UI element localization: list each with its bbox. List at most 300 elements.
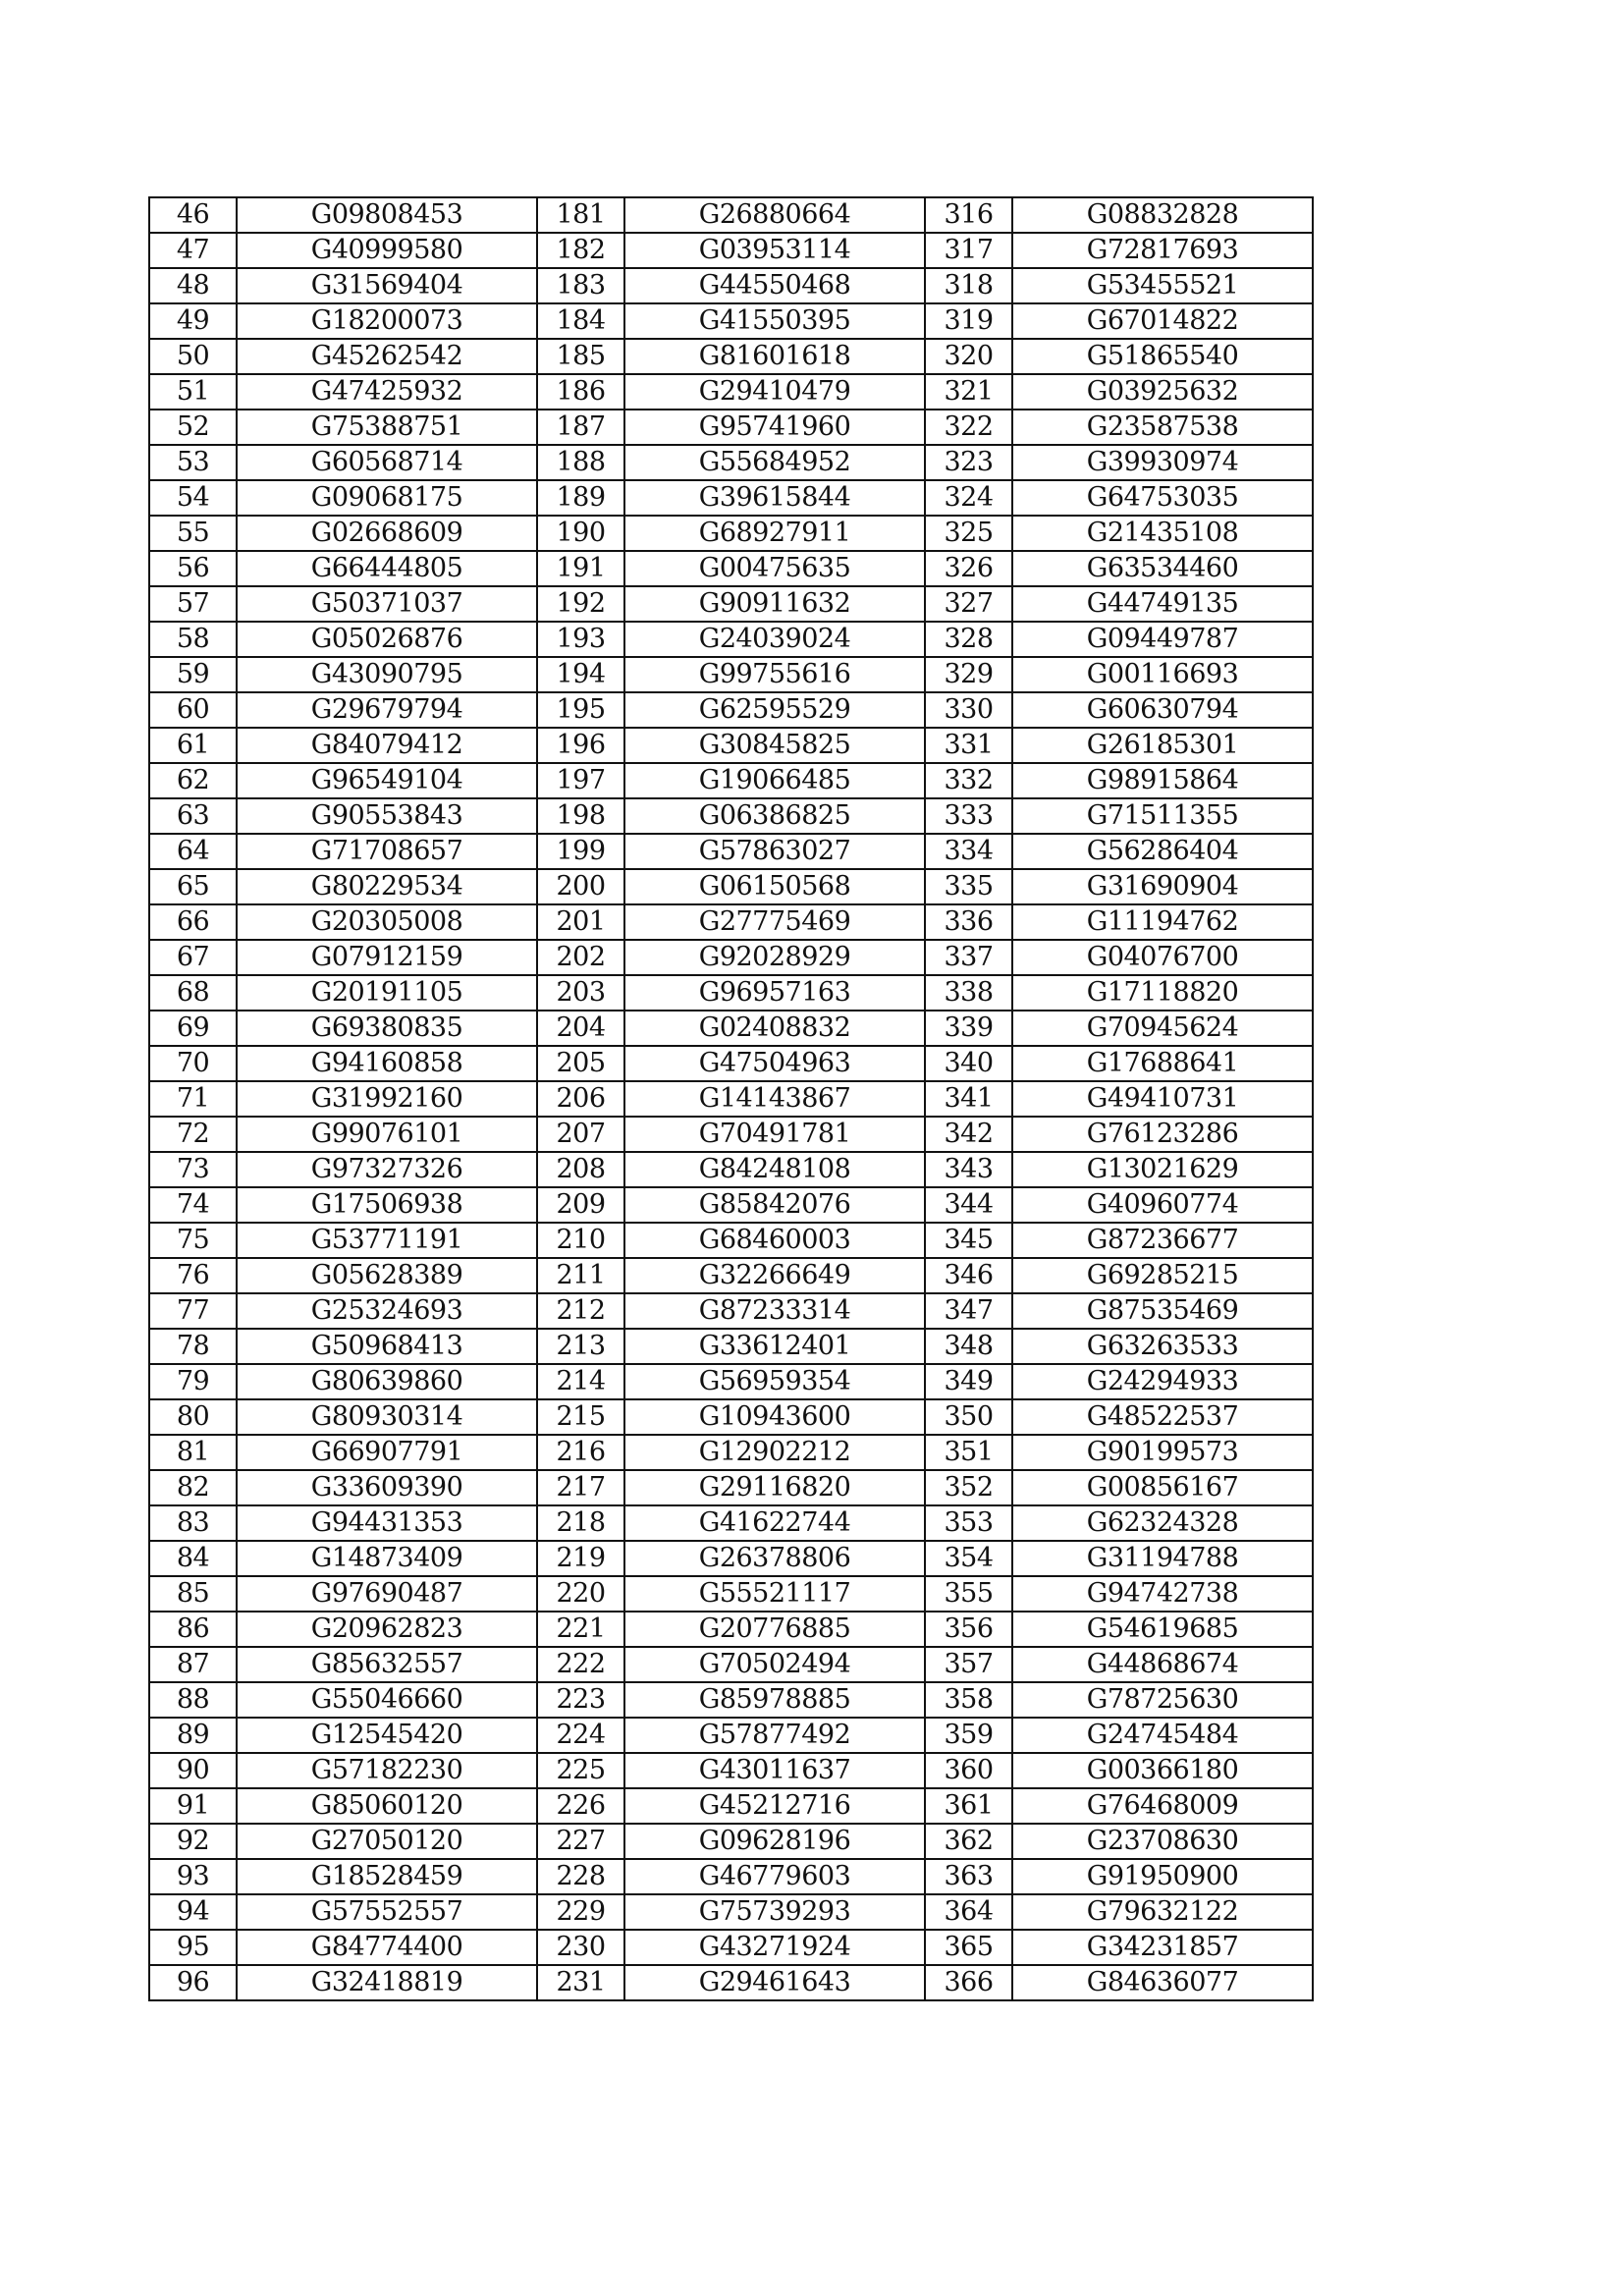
serial-number-cell: 69 — [149, 1011, 237, 1046]
candidate-id-cell: G32266649 — [624, 1258, 925, 1293]
serial-number-cell: 229 — [537, 1894, 624, 1930]
serial-number-cell: 185 — [537, 339, 624, 374]
serial-number-cell: 183 — [537, 268, 624, 303]
candidate-id-cell: G96957163 — [624, 975, 925, 1011]
candidate-id-cell: G07912159 — [237, 940, 537, 975]
table-row — [149, 1541, 1313, 1576]
candidate-id-cell: G10943600 — [624, 1399, 925, 1435]
candidate-id-cell: G45262542 — [237, 339, 537, 374]
candidate-id-cell: G96549104 — [237, 763, 537, 798]
serial-number-cell: 193 — [537, 622, 624, 657]
candidate-id-cell: G84248108 — [624, 1152, 925, 1187]
candidate-id-cell: G67014822 — [1012, 303, 1313, 339]
serial-number-cell: 218 — [537, 1505, 624, 1541]
candidate-id-cell: G08832828 — [1012, 197, 1313, 233]
serial-number-cell: 61 — [149, 728, 237, 763]
serial-number-cell: 227 — [537, 1824, 624, 1859]
candidate-id-cell: G41622744 — [624, 1505, 925, 1541]
serial-number-cell: 359 — [925, 1718, 1012, 1753]
serial-number-cell: 82 — [149, 1470, 237, 1505]
table-row — [149, 1011, 1313, 1046]
serial-number-cell: 339 — [925, 1011, 1012, 1046]
serial-number-cell: 349 — [925, 1364, 1012, 1399]
candidate-id-cell: G31569404 — [237, 268, 537, 303]
candidate-id-cell: G53455521 — [1012, 268, 1313, 303]
serial-number-cell: 196 — [537, 728, 624, 763]
candidate-id-cell: G29116820 — [624, 1470, 925, 1505]
serial-number-cell: 53 — [149, 445, 237, 480]
serial-number-cell: 91 — [149, 1788, 237, 1824]
serial-number-cell: 58 — [149, 622, 237, 657]
serial-number-cell: 210 — [537, 1223, 624, 1258]
candidate-id-cell: G40999580 — [237, 233, 537, 268]
candidate-id-cell: G02668609 — [237, 516, 537, 551]
candidate-id-cell: G76468009 — [1012, 1788, 1313, 1824]
candidate-id-cell: G94742738 — [1012, 1576, 1313, 1612]
serial-number-cell: 197 — [537, 763, 624, 798]
candidate-id-cell: G47425932 — [237, 374, 537, 410]
candidate-id-cell: G17506938 — [237, 1187, 537, 1223]
serial-number-cell: 215 — [537, 1399, 624, 1435]
candidate-id-cell: G97327326 — [237, 1152, 537, 1187]
serial-number-cell: 72 — [149, 1117, 237, 1152]
candidate-id-cell: G50371037 — [237, 586, 537, 622]
table-row — [149, 339, 1313, 374]
candidate-id-cell: G29679794 — [237, 692, 537, 728]
candidate-id-cell: G62324328 — [1012, 1505, 1313, 1541]
candidate-id-cell: G09628196 — [624, 1824, 925, 1859]
serial-number-cell: 194 — [537, 657, 624, 692]
candidate-id-cell: G87535469 — [1012, 1293, 1313, 1329]
candidate-id-cell: G03953114 — [624, 233, 925, 268]
serial-number-cell: 344 — [925, 1187, 1012, 1223]
candidate-id-cell: G95741960 — [624, 410, 925, 445]
table-row — [149, 1647, 1313, 1682]
serial-number-cell: 80 — [149, 1399, 237, 1435]
serial-number-cell: 77 — [149, 1293, 237, 1329]
serial-number-cell: 68 — [149, 975, 237, 1011]
candidate-id-cell: G90553843 — [237, 798, 537, 834]
serial-number-cell: 321 — [925, 374, 1012, 410]
table-row — [149, 975, 1313, 1011]
candidate-id-cell: G64753035 — [1012, 480, 1313, 516]
candidate-id-cell: G21435108 — [1012, 516, 1313, 551]
candidate-id-cell: G55046660 — [237, 1682, 537, 1718]
serial-number-cell: 341 — [925, 1081, 1012, 1117]
candidate-id-cell: G00116693 — [1012, 657, 1313, 692]
serial-number-cell: 351 — [925, 1435, 1012, 1470]
candidate-id-cell: G90911632 — [624, 586, 925, 622]
table-row — [149, 1435, 1313, 1470]
table-row — [149, 1399, 1313, 1435]
candidate-id-cell: G13021629 — [1012, 1152, 1313, 1187]
table-row — [149, 516, 1313, 551]
candidate-id-cell: G55521117 — [624, 1576, 925, 1612]
serial-number-cell: 365 — [925, 1930, 1012, 1965]
candidate-id-cell: G12545420 — [237, 1718, 537, 1753]
candidate-id-cell: G54619685 — [1012, 1612, 1313, 1647]
candidate-id-cell: G94431353 — [237, 1505, 537, 1541]
serial-number-cell: 46 — [149, 197, 237, 233]
candidate-id-cell: G80930314 — [237, 1399, 537, 1435]
candidate-id-cell: G33612401 — [624, 1329, 925, 1364]
serial-number-cell: 199 — [537, 834, 624, 869]
candidate-id-cell: G09808453 — [237, 197, 537, 233]
candidate-id-cell: G02408832 — [624, 1011, 925, 1046]
candidate-id-cell: G84079412 — [237, 728, 537, 763]
candidate-id-cell: G62595529 — [624, 692, 925, 728]
serial-number-cell: 225 — [537, 1753, 624, 1788]
serial-number-cell: 214 — [537, 1364, 624, 1399]
table-row — [149, 657, 1313, 692]
serial-number-cell: 83 — [149, 1505, 237, 1541]
table-row — [149, 480, 1313, 516]
serial-number-cell: 317 — [925, 233, 1012, 268]
table-row — [149, 1046, 1313, 1081]
serial-number-cell: 350 — [925, 1399, 1012, 1435]
candidate-id-cell: G85060120 — [237, 1788, 537, 1824]
serial-number-cell: 49 — [149, 303, 237, 339]
serial-number-cell: 64 — [149, 834, 237, 869]
candidate-id-cell: G56286404 — [1012, 834, 1313, 869]
serial-number-cell: 88 — [149, 1682, 237, 1718]
candidate-id-cell: G84636077 — [1012, 1965, 1313, 2000]
serial-number-cell: 230 — [537, 1930, 624, 1965]
candidate-id-cell: G68927911 — [624, 516, 925, 551]
candidate-id-cell: G26880664 — [624, 197, 925, 233]
table-row — [149, 1824, 1313, 1859]
serial-number-cell: 346 — [925, 1258, 1012, 1293]
serial-number-cell: 56 — [149, 551, 237, 586]
candidate-id-cell: G48522537 — [1012, 1399, 1313, 1435]
serial-number-cell: 57 — [149, 586, 237, 622]
candidate-id-cell: G47504963 — [624, 1046, 925, 1081]
candidate-id-cell: G99755616 — [624, 657, 925, 692]
serial-number-cell: 224 — [537, 1718, 624, 1753]
candidate-id-cell: G20962823 — [237, 1612, 537, 1647]
candidate-id-cell: G34231857 — [1012, 1930, 1313, 1965]
candidate-id-cell: G92028929 — [624, 940, 925, 975]
candidate-id-cell: G09068175 — [237, 480, 537, 516]
serial-number-cell: 331 — [925, 728, 1012, 763]
serial-number-cell: 327 — [925, 586, 1012, 622]
candidate-id-cell: G31992160 — [237, 1081, 537, 1117]
candidate-id-cell: G69285215 — [1012, 1258, 1313, 1293]
serial-number-cell: 205 — [537, 1046, 624, 1081]
serial-number-cell: 48 — [149, 268, 237, 303]
candidate-id-cell: G30845825 — [624, 728, 925, 763]
serial-number-cell: 361 — [925, 1788, 1012, 1824]
serial-number-cell: 201 — [537, 904, 624, 940]
table-row — [149, 869, 1313, 904]
candidate-id-cell: G39615844 — [624, 480, 925, 516]
candidate-id-cell: G57877492 — [624, 1718, 925, 1753]
table-row — [149, 1223, 1313, 1258]
candidate-id-cell: G18528459 — [237, 1859, 537, 1894]
serial-number-cell: 181 — [537, 197, 624, 233]
candidate-id-cell: G11194762 — [1012, 904, 1313, 940]
serial-number-cell: 182 — [537, 233, 624, 268]
candidate-id-cell: G55684952 — [624, 445, 925, 480]
serial-number-cell: 338 — [925, 975, 1012, 1011]
candidate-id-cell: G71708657 — [237, 834, 537, 869]
candidate-id-cell: G45212716 — [624, 1788, 925, 1824]
serial-number-cell: 192 — [537, 586, 624, 622]
candidate-id-cell: G24039024 — [624, 622, 925, 657]
serial-number-cell: 79 — [149, 1364, 237, 1399]
candidate-id-cell: G43011637 — [624, 1753, 925, 1788]
candidate-id-cell: G85842076 — [624, 1187, 925, 1223]
serial-number-cell: 202 — [537, 940, 624, 975]
candidate-id-cell: G20191105 — [237, 975, 537, 1011]
candidate-id-cell: G71511355 — [1012, 798, 1313, 834]
table-body — [149, 197, 1313, 2000]
serial-number-cell: 319 — [925, 303, 1012, 339]
table-row — [149, 1152, 1313, 1187]
candidate-id-cell: G17118820 — [1012, 975, 1313, 1011]
candidate-id-cell: G63534460 — [1012, 551, 1313, 586]
table-row — [149, 692, 1313, 728]
serial-number-cell: 324 — [925, 480, 1012, 516]
table-row — [149, 763, 1313, 798]
serial-number-cell: 184 — [537, 303, 624, 339]
serial-number-cell: 67 — [149, 940, 237, 975]
serial-number-cell: 220 — [537, 1576, 624, 1612]
candidate-id-cell: G91950900 — [1012, 1859, 1313, 1894]
table-row — [149, 1859, 1313, 1894]
candidate-id-cell: G70502494 — [624, 1647, 925, 1682]
candidate-id-cell: G94160858 — [237, 1046, 537, 1081]
candidate-id-cell: G05026876 — [237, 622, 537, 657]
serial-number-cell: 332 — [925, 763, 1012, 798]
serial-number-cell: 59 — [149, 657, 237, 692]
candidate-id-cell: G24294933 — [1012, 1364, 1313, 1399]
serial-number-cell: 50 — [149, 339, 237, 374]
candidate-id-cell: G43090795 — [237, 657, 537, 692]
candidate-id-cell: G27050120 — [237, 1824, 537, 1859]
serial-number-cell: 343 — [925, 1152, 1012, 1187]
serial-number-cell: 90 — [149, 1753, 237, 1788]
candidate-id-cell: G31194788 — [1012, 1541, 1313, 1576]
table-row — [149, 940, 1313, 975]
candidate-id-cell: G57863027 — [624, 834, 925, 869]
serial-number-cell: 335 — [925, 869, 1012, 904]
serial-number-cell: 75 — [149, 1223, 237, 1258]
table-row — [149, 197, 1313, 233]
serial-number-cell: 209 — [537, 1187, 624, 1223]
candidate-id-cell: G19066485 — [624, 763, 925, 798]
serial-number-cell: 92 — [149, 1824, 237, 1859]
serial-number-cell: 352 — [925, 1470, 1012, 1505]
candidate-id-cell: G57182230 — [237, 1753, 537, 1788]
serial-number-cell: 354 — [925, 1541, 1012, 1576]
serial-number-cell: 94 — [149, 1894, 237, 1930]
serial-number-cell: 360 — [925, 1753, 1012, 1788]
candidate-id-cell: G98915864 — [1012, 763, 1313, 798]
serial-number-cell: 86 — [149, 1612, 237, 1647]
serial-number-cell: 186 — [537, 374, 624, 410]
candidate-id-cell: G33609390 — [237, 1470, 537, 1505]
serial-number-cell: 348 — [925, 1329, 1012, 1364]
candidate-id-cell: G44868674 — [1012, 1647, 1313, 1682]
candidate-id-cell: G70491781 — [624, 1117, 925, 1152]
serial-number-cell: 226 — [537, 1788, 624, 1824]
serial-number-cell: 200 — [537, 869, 624, 904]
serial-number-cell: 228 — [537, 1859, 624, 1894]
serial-number-cell: 71 — [149, 1081, 237, 1117]
candidate-id-cell: G85632557 — [237, 1647, 537, 1682]
serial-number-cell: 347 — [925, 1293, 1012, 1329]
candidate-id-cell: G18200073 — [237, 303, 537, 339]
serial-number-cell: 212 — [537, 1293, 624, 1329]
candidate-id-cell: G66907791 — [237, 1435, 537, 1470]
serial-number-cell: 318 — [925, 268, 1012, 303]
serial-number-cell: 89 — [149, 1718, 237, 1753]
serial-number-cell: 187 — [537, 410, 624, 445]
table-row — [149, 303, 1313, 339]
candidate-id-cell: G00366180 — [1012, 1753, 1313, 1788]
serial-number-cell: 55 — [149, 516, 237, 551]
table-row — [149, 904, 1313, 940]
candidate-id-cell: G05628389 — [237, 1258, 537, 1293]
serial-number-cell: 358 — [925, 1682, 1012, 1718]
candidate-id-cell: G43271924 — [624, 1930, 925, 1965]
serial-number-cell: 326 — [925, 551, 1012, 586]
candidate-id-cell: G51865540 — [1012, 339, 1313, 374]
candidate-id-cell: G63263533 — [1012, 1329, 1313, 1364]
table-row — [149, 1788, 1313, 1824]
table-row — [149, 1718, 1313, 1753]
candidate-id-cell: G32418819 — [237, 1965, 537, 2000]
serial-number-cell: 357 — [925, 1647, 1012, 1682]
table-row — [149, 1187, 1313, 1223]
serial-number-cell: 206 — [537, 1081, 624, 1117]
candidate-id-cell: G56959354 — [624, 1364, 925, 1399]
candidate-id-cell: G76123286 — [1012, 1117, 1313, 1152]
serial-number-cell: 219 — [537, 1541, 624, 1576]
candidate-id-cell: G03925632 — [1012, 374, 1313, 410]
serial-number-cell: 208 — [537, 1152, 624, 1187]
candidate-id-cell: G78725630 — [1012, 1682, 1313, 1718]
table-row — [149, 728, 1313, 763]
serial-number-cell: 78 — [149, 1329, 237, 1364]
serial-number-cell: 221 — [537, 1612, 624, 1647]
serial-number-cell: 333 — [925, 798, 1012, 834]
serial-number-cell: 95 — [149, 1930, 237, 1965]
serial-number-cell: 63 — [149, 798, 237, 834]
table-row — [149, 1329, 1313, 1364]
candidate-id-cell: G24745484 — [1012, 1718, 1313, 1753]
serial-number-cell: 231 — [537, 1965, 624, 2000]
candidate-id-cell: G69380835 — [237, 1011, 537, 1046]
candidate-id-cell: G70945624 — [1012, 1011, 1313, 1046]
candidate-id-cell: G90199573 — [1012, 1435, 1313, 1470]
table-row — [149, 1081, 1313, 1117]
candidate-id-cell: G68460003 — [624, 1223, 925, 1258]
serial-number-cell: 322 — [925, 410, 1012, 445]
serial-number-cell: 87 — [149, 1647, 237, 1682]
candidate-id-cell: G20776885 — [624, 1612, 925, 1647]
serial-number-cell: 60 — [149, 692, 237, 728]
candidate-id-cell: G81601618 — [624, 339, 925, 374]
table-row — [149, 1117, 1313, 1152]
serial-number-cell: 211 — [537, 1258, 624, 1293]
candidate-id-cell: G85978885 — [624, 1682, 925, 1718]
serial-number-cell: 93 — [149, 1859, 237, 1894]
table-row — [149, 445, 1313, 480]
serial-number-cell: 356 — [925, 1612, 1012, 1647]
serial-number-cell: 316 — [925, 197, 1012, 233]
serial-number-cell: 217 — [537, 1470, 624, 1505]
table-row — [149, 622, 1313, 657]
candidate-id-cell: G49410731 — [1012, 1081, 1313, 1117]
serial-number-cell: 204 — [537, 1011, 624, 1046]
table-row — [149, 798, 1313, 834]
serial-number-cell: 323 — [925, 445, 1012, 480]
candidate-id-cell: G80229534 — [237, 869, 537, 904]
serial-number-cell: 207 — [537, 1117, 624, 1152]
serial-number-cell: 191 — [537, 551, 624, 586]
table-row — [149, 834, 1313, 869]
candidate-id-cell: G80639860 — [237, 1364, 537, 1399]
serial-number-cell: 189 — [537, 480, 624, 516]
serial-number-cell: 355 — [925, 1576, 1012, 1612]
candidate-id-cell: G99076101 — [237, 1117, 537, 1152]
serial-number-cell: 190 — [537, 516, 624, 551]
serial-number-cell: 364 — [925, 1894, 1012, 1930]
serial-number-cell: 320 — [925, 339, 1012, 374]
candidate-id-cell: G60568714 — [237, 445, 537, 480]
serial-number-cell: 337 — [925, 940, 1012, 975]
serial-number-cell: 52 — [149, 410, 237, 445]
serial-number-cell: 325 — [925, 516, 1012, 551]
serial-number-cell: 330 — [925, 692, 1012, 728]
candidate-id-cell: G40960774 — [1012, 1187, 1313, 1223]
candidate-id-cell: G97690487 — [237, 1576, 537, 1612]
serial-number-cell: 188 — [537, 445, 624, 480]
table-row — [149, 586, 1313, 622]
candidate-id-cell: G87233314 — [624, 1293, 925, 1329]
serial-number-cell: 363 — [925, 1859, 1012, 1894]
candidate-id-cell: G00475635 — [624, 551, 925, 586]
table-row — [149, 1258, 1313, 1293]
candidate-id-cell: G09449787 — [1012, 622, 1313, 657]
candidate-id-cell: G72817693 — [1012, 233, 1313, 268]
candidate-id-cell: G26185301 — [1012, 728, 1313, 763]
candidate-id-cell: G06150568 — [624, 869, 925, 904]
candidate-id-cell: G44749135 — [1012, 586, 1313, 622]
serial-number-cell: 334 — [925, 834, 1012, 869]
candidate-id-cell: G53771191 — [237, 1223, 537, 1258]
serial-number-cell: 81 — [149, 1435, 237, 1470]
table-row — [149, 1505, 1313, 1541]
candidate-id-cell: G66444805 — [237, 551, 537, 586]
serial-number-cell: 66 — [149, 904, 237, 940]
serial-number-cell: 216 — [537, 1435, 624, 1470]
candidate-id-cell: G23708630 — [1012, 1824, 1313, 1859]
id-number-table — [148, 196, 1314, 2001]
candidate-id-cell: G00856167 — [1012, 1470, 1313, 1505]
candidate-id-cell: G75739293 — [624, 1894, 925, 1930]
serial-number-cell: 54 — [149, 480, 237, 516]
table-row — [149, 268, 1313, 303]
table-row — [149, 1965, 1313, 2000]
serial-number-cell: 70 — [149, 1046, 237, 1081]
serial-number-cell: 198 — [537, 798, 624, 834]
candidate-id-cell: G06386825 — [624, 798, 925, 834]
candidate-id-cell: G14873409 — [237, 1541, 537, 1576]
candidate-id-cell: G44550468 — [624, 268, 925, 303]
